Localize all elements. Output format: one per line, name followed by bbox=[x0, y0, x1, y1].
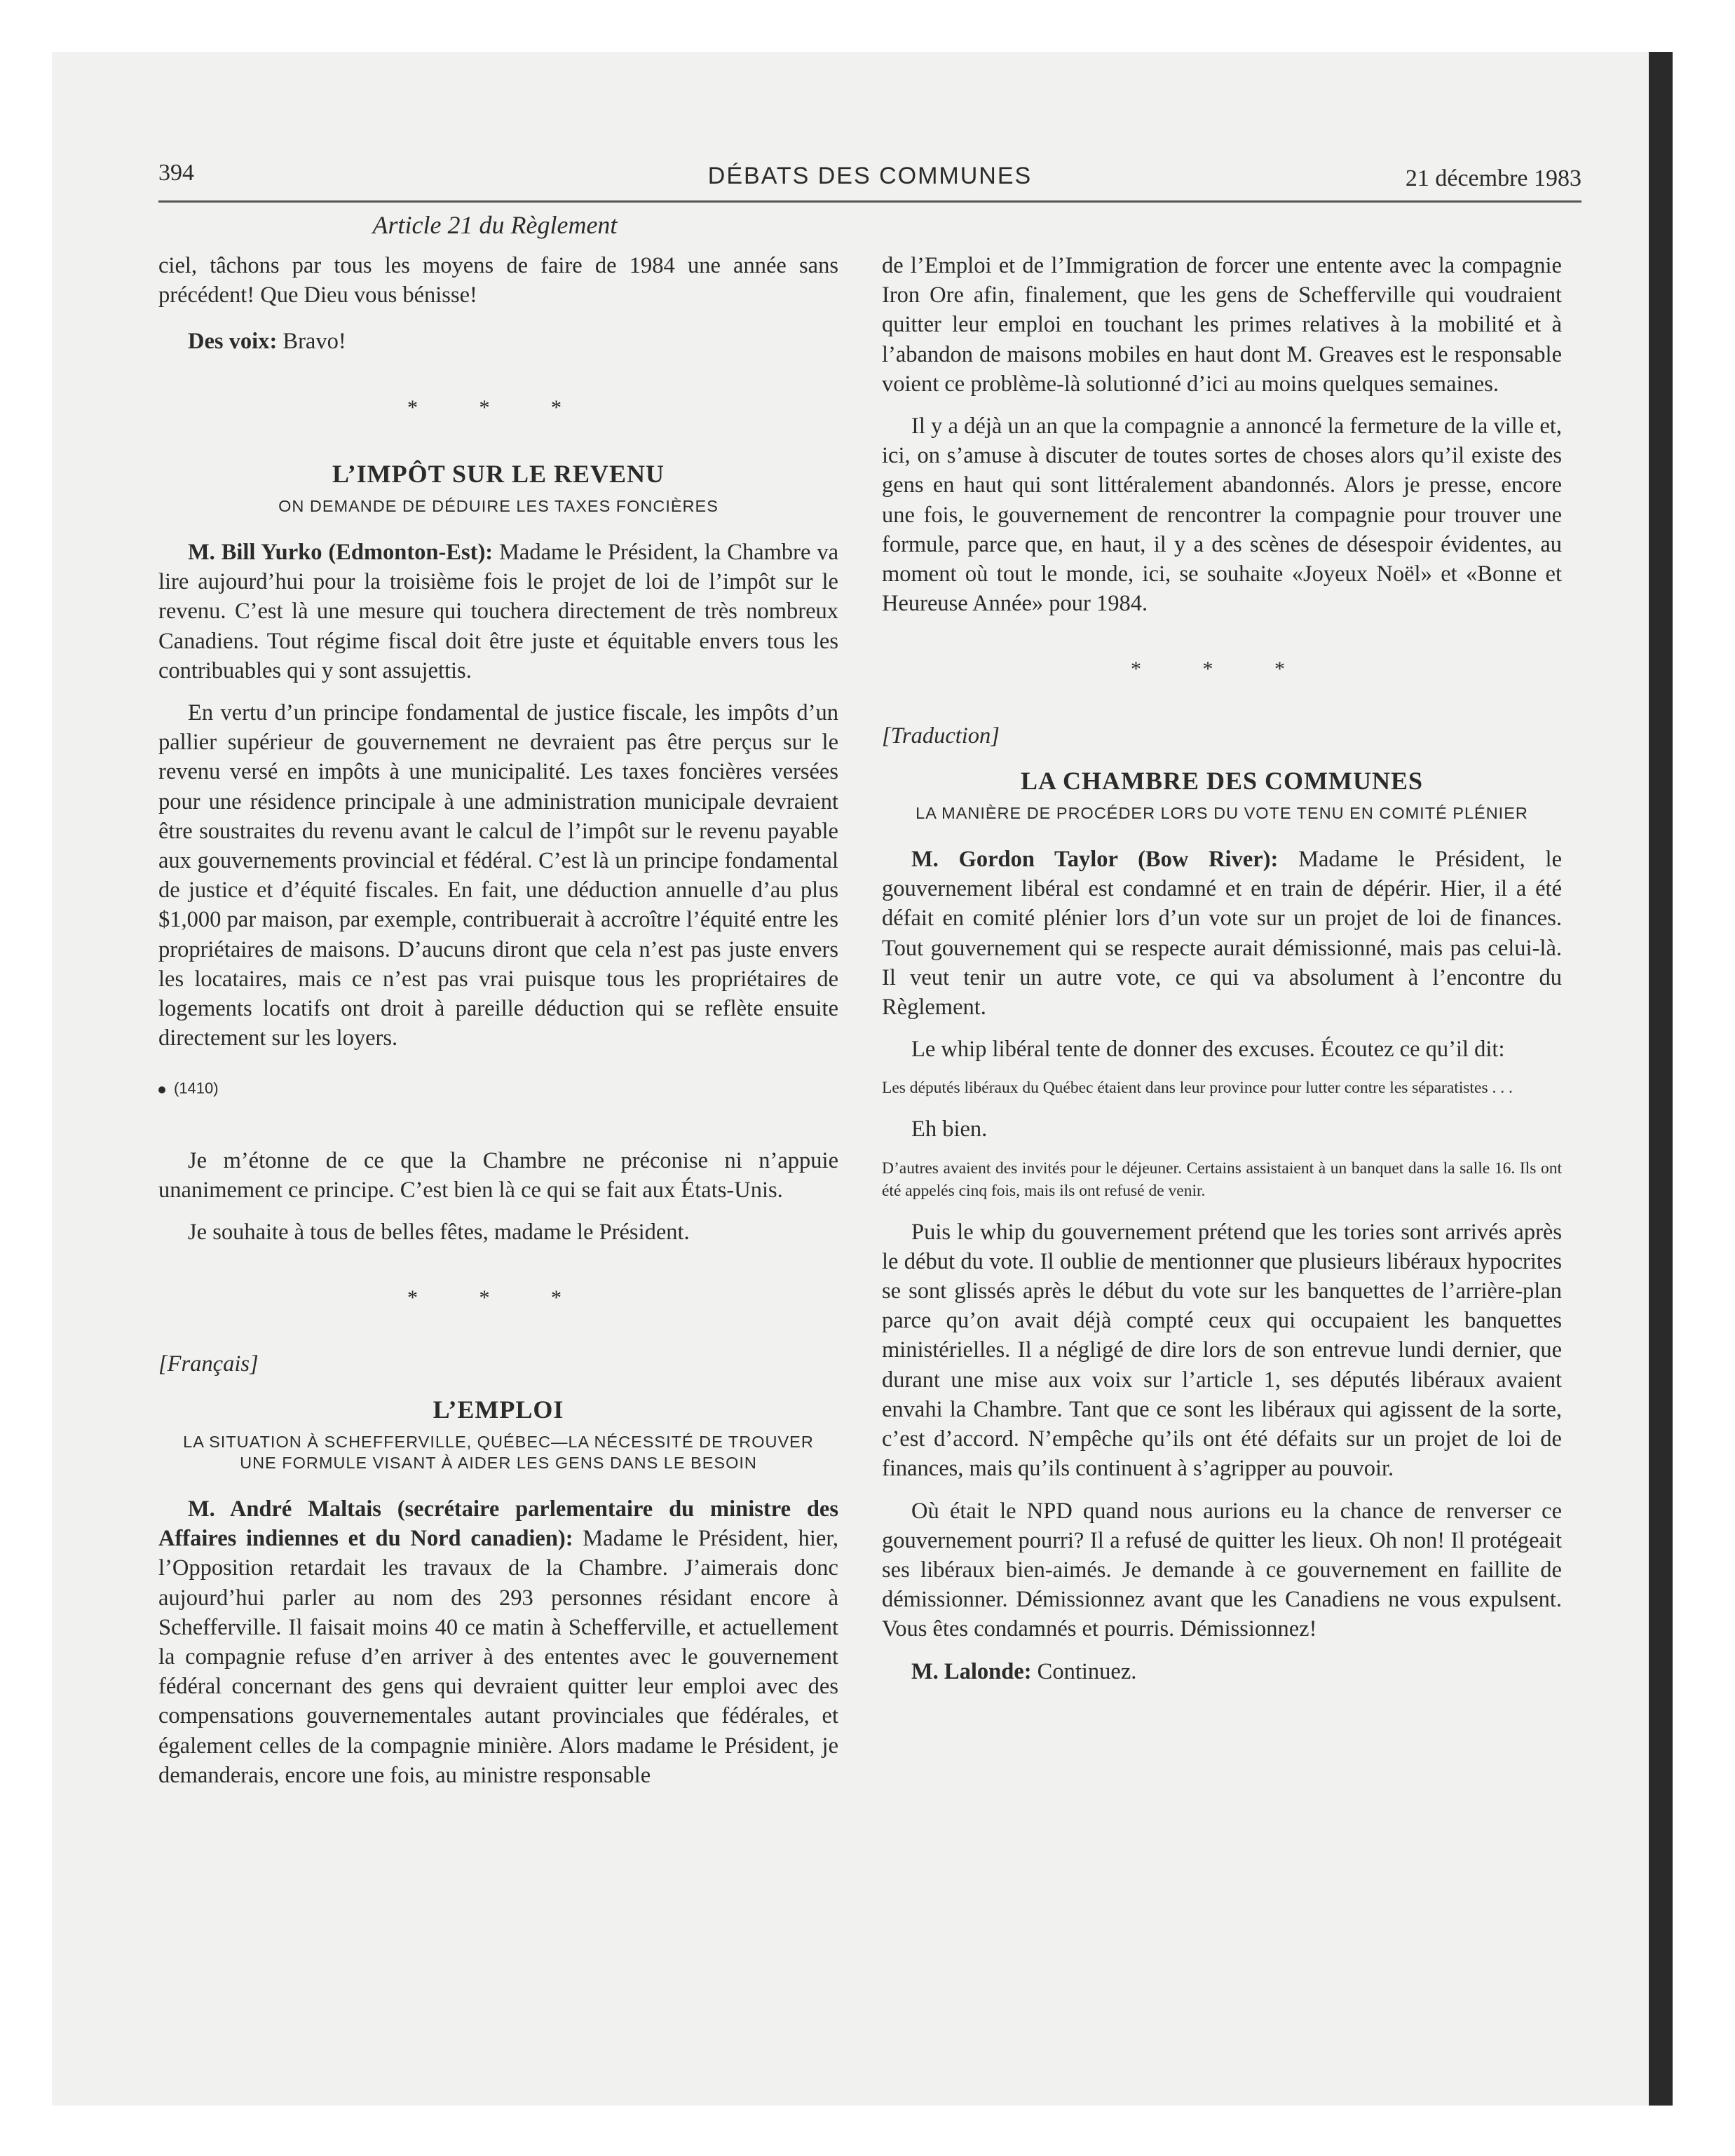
speaker-name: M. Lalonde: bbox=[911, 1658, 1032, 1684]
speech-text: Bravo! bbox=[277, 329, 346, 355]
section-separator: * * * bbox=[407, 1286, 590, 1310]
speaker-name: M. Gordon Taylor (Bow River): bbox=[911, 847, 1279, 873]
page-header bbox=[158, 160, 1581, 203]
paragraph: En vertu d’un principe fondamental de justice fiscale, les impôts d’un pallier supérieur de gouvernement ne devraient pas être perçus sur le revenu versé en impôts à une municipalité. Les taxes foncières versées pour une résidence principale à une administration municipale devraient être soustraites du revenu avant le calcul de l’impôt sur le revenu payable aux gouvernements provincial et fédéral. C’est là un principe fondamental de justice et d’équité fiscales. En fait, une déduction annuelle d’au plus $1,000 par maison, par exemple, contribuerait à accroître l’équité entre les propriétaires de maisons. D’aucuns diront que cela n’est pas juste envers les locataires, mais ce n’est pas vrai puisque tous les propriétaires de logements locatifs ont droit à pareille déduction qui se reflète ensuite directement sur les loyers. bbox=[158, 700, 838, 1051]
running-title: DÉBATS DES COMMUNES bbox=[707, 163, 1033, 189]
section-subheading: ON DEMANDE DE DÉDUIRE LES TAXES FONCIÈRES bbox=[278, 497, 719, 516]
paragraph: Eh bien. bbox=[911, 1117, 988, 1142]
speech-text: Madame le Président, le gouvernement libéral est condamné et en train de dépérir. Hier, il a été défait en comité plénier lors d’un vote sur un projet de loi de finances. Tout gouvernement qui se respecte aurait démissionné, mais pas celui-là. Il veut tenir un autre vote, ce qui va absolument à l’encontre du Règlement. bbox=[882, 847, 1562, 1021]
language-tag: [Traduction] bbox=[882, 723, 1000, 749]
section-subheader: Article 21 du Règlement bbox=[372, 211, 618, 239]
left-column bbox=[158, 251, 838, 1803]
binding-strip bbox=[1649, 52, 1673, 2106]
paragraph: Je souhaite à tous de belles fêtes, madame le Président. bbox=[188, 1220, 690, 1246]
right-column bbox=[882, 251, 1562, 1699]
speaker-name: M. Bill Yurko (Edmonton-Est): bbox=[188, 540, 494, 566]
paragraph: ciel, tâchons par tous les moyens de faire de 1984 une année sans précédent! Que Dieu vous bénisse! bbox=[158, 253, 838, 308]
paragraph: de l’Emploi et de l’Immigration de forcer une entente avec la compagnie Iron Ore afin, finalement, que les gens de Schefferville qui voudraient quitter leur emploi en touchant les primes relatives à la mobilité et à l’abandon de maisons mobiles en haut dont M. Greaves est le responsable voient ce problème-là solutionné d’ici au moins quelques semaines. bbox=[882, 253, 1562, 397]
paragraph: Il y a déjà un an que la compagnie a annoncé la fermeture de la ville et, ici, on s’amuse à discuter de toutes sortes de choses alors qu’il existe des gens en haut qui sont littéralement abandonnés. Alors je presse, encore une fois, le gouvernement de rencontrer la compagnie pour trouver une formule, parce que, en haut, il y a des scènes de désespoir évidentes, au moment où tout le monde, ici, se souhaite «Joyeux Noël» et «Bonne et Heureuse Année» pour 1984. bbox=[882, 414, 1562, 617]
speech-text: Madame le Président, hier, l’Opposition retardait les travaux de la Chambre. J’aimerais donc aujourd’hui parler au nom des 293 personnes résidant encore à Schefferville. Il faisait moins 40 ce matin à Schefferville, et actuellement la compagnie refuse d’en arriver à des ententes avec le gouvernement fédéral concernant des gens qui devraient quitter leur emploi avec des compensations gouvernementales autant provinciales que fédérales, et également celles de la compagnie minière. Alors madame le Président, je demanderais, encore une fois, au ministre responsable bbox=[158, 1526, 838, 1788]
paragraph bbox=[882, 1657, 1562, 1686]
paragraph bbox=[158, 1494, 838, 1790]
paragraph: Où était le NPD quand nous aurions eu la chance de renverser ce gouvernement pourri? Il a refusé de quitter les lieux. Oh non! Il protégeait ses libéraux bien-aimés. Je demande à ce gouvernement en faillite de démissionner. Démissionnez avant que les Canadiens ne vous expulsent. Vous êtes condamnés et pourris. Démissionnez! bbox=[882, 1498, 1562, 1642]
speaker-name: M. André Maltais (secrétaire parlementaire du ministre des Affaires indiennes et du Nord canadien): bbox=[158, 1496, 838, 1552]
section-subheading: LA MANIÈRE DE PROCÉDER LORS DU VOTE TENU EN COMITÉ PLÉNIER bbox=[916, 804, 1528, 823]
section-heading: L’EMPLOI bbox=[433, 1395, 564, 1424]
paragraph: Puis le whip du gouvernement prétend que les tories sont arrivés après le début du vote. Il oublie de mentionner que plusieurs libéraux hypocrites se sont glissés après le début du vote sur les banquettes de l’arrière-plan parce qu’on avait déjà compté ceux qui occupaient les banquettes ministérielles. Il a négligé de dire lors de son entrevue lundi dernier, que durant une mise aux voix sur l’article 1, ses députés libéraux avaient envahi la Chambre. Tant que ce sont les libéraux qui agissent de la sorte, c’est d’accord. N’empêche qu’ils ont été défaits sur un projet de loi de finances, mais qu’ils continuent à s’agripper au pouvoir. bbox=[882, 1219, 1562, 1482]
speech-text: Continuez. bbox=[1031, 1658, 1137, 1684]
quotation: Les députés libéraux du Québec étaient dans leur province pour lutter contre les séparatistes . . . bbox=[882, 1079, 1513, 1098]
section-separator: * * * bbox=[1131, 657, 1313, 681]
paragraph bbox=[882, 845, 1562, 1022]
section-subheading: LA SITUATION À SCHEFFERVILLE, QUÉBEC—LA NÉCESSITÉ DE TROUVER UNE FORMULE VISANT À AIDER LES GENS DANS LE BESOIN bbox=[183, 1432, 814, 1472]
speaker-name: Des voix: bbox=[188, 329, 278, 355]
speech-text: Madame le Président, la Chambre va lire aujourd’hui pour la troisième fois le projet de loi de l’impôt sur le revenu. C’est là une mesure qui touchera directement de très nombreux Canadiens. Tout régime fiscal doit être juste et équitable envers tous les contribuables qui y sont assujettis. bbox=[158, 540, 838, 683]
section-heading: L’IMPÔT SUR LE REVENU bbox=[332, 459, 665, 488]
time-marker bbox=[158, 1074, 838, 1103]
section-heading: LA CHAMBRE DES COMMUNES bbox=[1020, 766, 1424, 795]
paragraph: Le whip libéral tente de donner des excuses. Écoutez ce qu’il dit: bbox=[911, 1037, 1505, 1063]
header-date: 21 décembre 1983 bbox=[1405, 165, 1581, 191]
paragraph bbox=[158, 538, 838, 685]
language-tag: [Français] bbox=[158, 1351, 259, 1377]
bullet-icon bbox=[158, 1086, 165, 1093]
page-number: 394 bbox=[158, 160, 194, 186]
paragraph: Je m’étonne de ce que la Chambre ne préconise ni n’appuie unanimement ce principe. C’est bien là ce qui se fait aux États-Unis. bbox=[158, 1147, 838, 1203]
section-separator: * * * bbox=[407, 395, 590, 419]
paragraph bbox=[158, 327, 838, 356]
quotation: D’autres avaient des invités pour le déjeuner. Certains assistaient à un banquet dans la salle 16. Ils ont été appelés cinq fois, mais ils ont refusé de venir. bbox=[882, 1159, 1562, 1200]
time-marker-text: (1410) bbox=[174, 1079, 219, 1098]
